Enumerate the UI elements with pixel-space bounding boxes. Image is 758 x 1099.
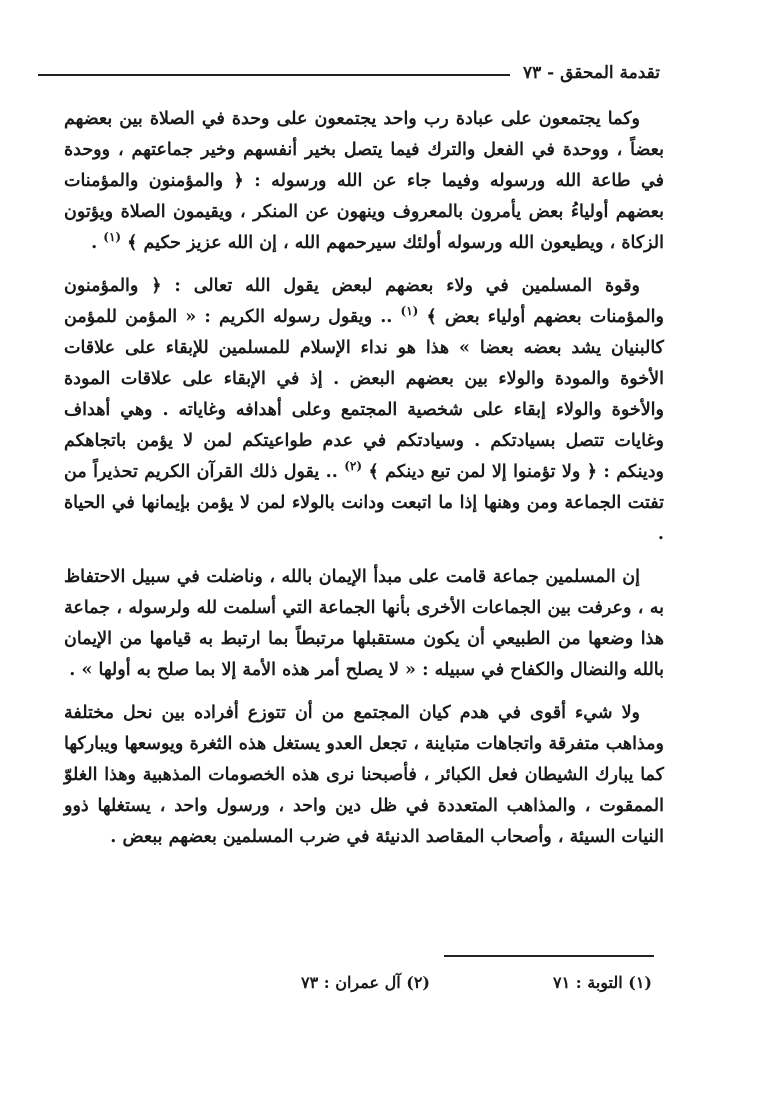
footnote-ref-1: (١) xyxy=(103,230,122,245)
footnote-rule xyxy=(444,955,654,957)
paragraph-1-end: . xyxy=(91,233,104,253)
main-text xyxy=(64,104,664,853)
paragraph-1 xyxy=(64,104,664,259)
paragraph-1-text: وكما يجتمعون على عبادة رب واحد يجتمعون على وحدة في الصلاة بين بعضهم بعضاً ، ووحدة في الفعل والترك فيما يتصل بخير أنفسهم وخير جماعتهم ، ووحدة في طاعة الله ورسوله وفيما جاء عن الله ورسوله : ﴿ والمؤمنون والمؤمنات بعضهم أولياءُ بعض يأمرون بالمعروف وينهون عن المنكر ، ويقيمون الصلاة ويؤتون الزكاة ، ويطيعون الله ورسوله أولئك سيرحمهم الله ، إن الله عزيز حكيم ﴾ xyxy=(64,109,664,253)
footnote-ref-2: (٢) xyxy=(344,459,363,474)
footnote-2: (٢) آل عمران : ٧٣ xyxy=(300,973,430,992)
paragraph-2-text-c: .. يقول ذلك القرآن الكريم تحذيراً من تفتت الجماعة ومن وهنها إذا ما اتبعت ودانت بالولاء لمن لا يؤمن بإيمانها في الحياة . xyxy=(64,462,664,544)
running-header-title: تقدمة المحقق - ٧٣ xyxy=(522,63,660,83)
page-header xyxy=(38,62,660,88)
paragraph-3: إن المسلمين جماعة قامت على مبدأ الإيمان بالله ، وناضلت في سبيل الاحتفاظ به ، وعرفت بين الجماعات الأخرى بأنها الجماعة التي أسلمت لله ولرسوله ، جماعة هذا وضعها من الطبيعي أن يكون مستقبلها مرتبطاً بما ارتبط به قيامها من الإيمان بالله والنضال والكفاح في سبيله : « لا يصلح أمر هذه الأمة إلا بما صلح به أولها » . xyxy=(64,567,664,680)
paragraph-4: ولا شيء أقوى في هدم كيان المجتمع من أن تتوزع أفراده بين نحل مختلفة ومذاهب متفرقة واتجاهات متباينة ، تجعل العدو يستغل هذه الثغرة ويوسعها ويباركها كما يبارك الشيطان فعل الكبائر ، فأصبحنا نرى هذه الخصومات المذهبية وهذا الغلوّ الممقوت ، والمذاهب المتعددة في ظل دين واحد ، ورسول واحد ، يستغلها ذوو النيات السيئة ، وأصحاب المقاصد الدنيئة في ضرب المسلمين بعضهم ببعض . xyxy=(64,703,664,847)
paragraph-2 xyxy=(64,271,664,550)
footnote-1: (١) التوبة : ٧١ xyxy=(553,973,652,992)
footnotes xyxy=(262,970,652,996)
header-rule xyxy=(38,74,510,76)
footnote-ref-1b: (١) xyxy=(400,304,419,319)
paragraph-2-text-b: .. ويقول رسوله الكريم : « المؤمن للمؤمن كالبنيان يشد بعضه بعضا » هذا هو نداء الإسلام للمسلمين للإبقاء على علاقات الأخوة والمودة والولاء بين بعضهم البعض . إذ في الإبقاء على علاقات المودة والأخوة والولاء إبقاء على شخصية المجتمع وعلى أهدافه وغاياته . وهي أهداف وغايات تتصل بسيادتكم . وسيادتكم في عدم طواعيتكم لمن لا يؤمن باتجاهكم ودينكم : ﴿ ولا تؤمنوا إلا لمن تبع دينكم ﴾ xyxy=(64,307,664,482)
paragraph-2-text-a: وقوة المسلمين في ولاء بعضهم لبعض يقول الله تعالى : ﴿ والمؤمنون والمؤمنات بعضهم أولياء بعض ﴾ xyxy=(64,276,664,327)
